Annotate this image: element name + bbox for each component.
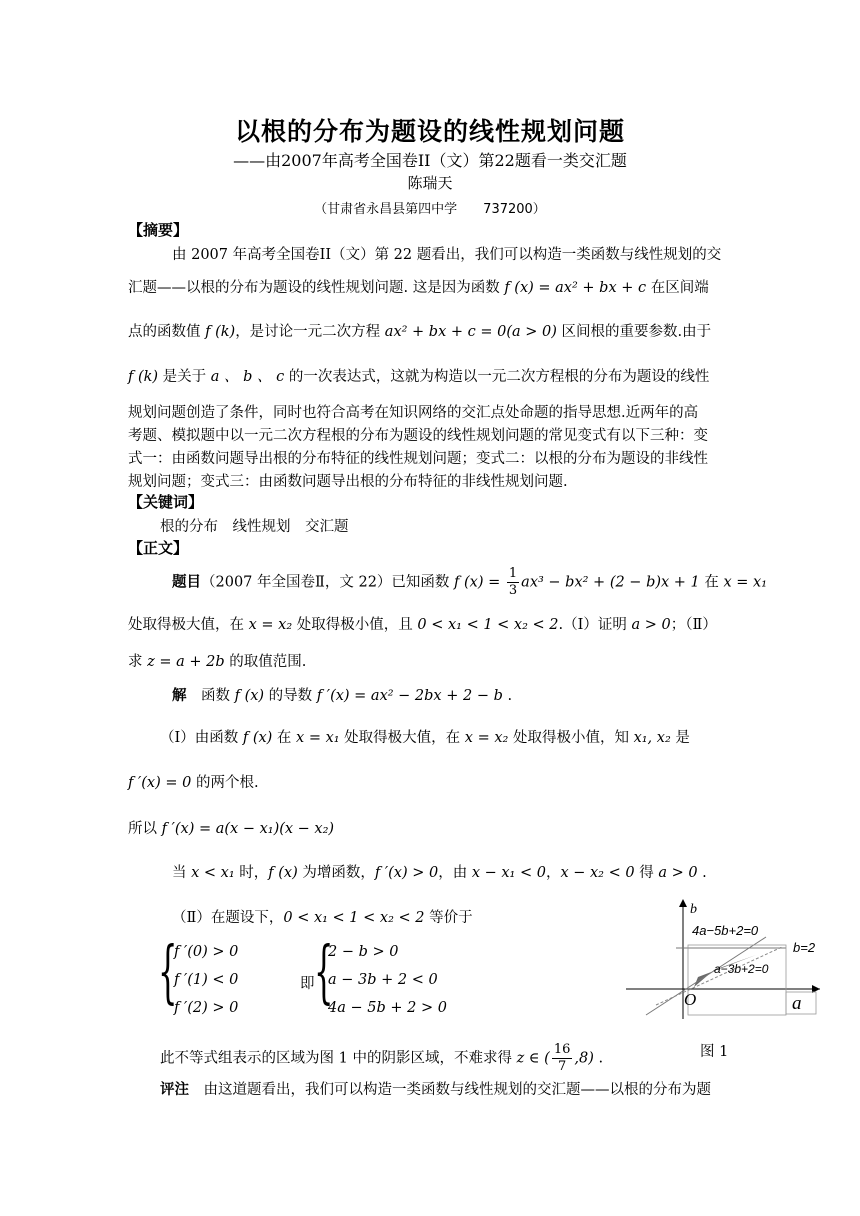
line-a-3b [656,947,782,1005]
solution-label: 解 [172,687,187,704]
math-quadratic-f: f (x) = ax² + bx + c [504,280,647,296]
abstract-line-7: 式一：由函数问题导出根的分布特征的线性规划问题；变式二：以根的分布为题设的非线性 [128,451,708,467]
abstract-line-8: 规划问题；变式三：由函数问题导出根的分布特征的非线性规划问题. [128,474,568,490]
b-axis-arrow [679,899,687,907]
keywords-heading: 【关键词】 [128,493,204,511]
solution-line-3: f ′(x) = 0 的两个根. [128,775,259,791]
keywords: 根的分布 线性规划 交汇题 [160,519,349,535]
abstract-line-4: f (k) 是关于 a 、 b 、 c 的一次表达式，这就为构造以一元二次方程根的分布为题设的线性 [128,369,710,385]
page-title: 以根的分布为题设的线性规划问题 [234,117,625,146]
abstract-line-1: 由 2007 年高考全国卷II（文）第 22 题看出，我们可以构造一类函数与线性规划的交 [172,247,722,263]
sys2-row-2: a − 3b + 2 < 0 [328,972,438,988]
line2-label: b=2 [793,940,816,955]
abstract-line-5: 规划问题创造了条件，同时也符合高考在知识网络的交汇点处命题的指导思想.近两年的高 [128,405,699,421]
subtitle: ——由2007年高考全国卷II（文）第22题看一类交汇题 [233,151,627,170]
problem-line-1: 题目（2007 年全国卷Ⅱ，文 22）已知函数 f (x) = $\frac{1}{3}$ ax³ − bx² + (2 − b)x + 1 在 x = x₁ [172,566,768,598]
abstract-line-6: 考题、模拟题中以一元二次方程根的分布为题设的线性规划问题的常见变式有以下三种：变 [128,428,708,444]
abstract-line-2: 汇题——以根的分布为题设的线性规划问题. 这是因为函数 f (x) = ax² + bx + c 在区间端 [128,280,709,296]
sys1-row-3: f ′(2) > 0 [174,1000,239,1016]
abstract-line-3: 点的函数值 f (k)，是讨论一元二次方程 ax² + bx + c = 0(a > 0) 区间根的重要参数.由于 [128,324,712,340]
sys1-row-1: f ′(0) > 0 [174,944,239,960]
affiliation: （甘肃省永昌县第四中学 737200） [314,202,546,217]
sys2-row-3: 4a − 5b + 2 > 0 [328,1000,447,1016]
solution-line-5: 当 x < x₁ 时，f (x) 为增函数，f ′(x) > 0，由 x − x₁ < 0，x − x₂ < 0 得 a > 0 . [172,865,707,881]
comment-line: 评注 由这道题看出，我们可以构造一类函数与线性规划的交汇题——以根的分布为题 [160,1081,711,1098]
solution-line-4: 所以 f ′(x) = a(x − x₁)(x − x₂) [128,821,335,837]
abstract-heading: 【摘要】 [128,221,189,239]
body-heading: 【正文】 [128,539,189,557]
author: 陈瑞天 [407,174,453,192]
origin-label: O [684,990,697,1009]
solution-line-6: （Ⅱ）在题设下，0 < x₁ < 1 < x₂ < 2 等价于 [172,910,473,926]
problem-label: 题目 [172,573,201,591]
problem-line-2: 处取得极大值，在 x = x₂ 处取得极小值，且 0 < x₁ < 1 < x₂ < 2.（Ⅰ）证明 a > 0；（Ⅱ） [128,617,717,633]
left-brace-1: { [158,933,178,1012]
solution-line-1: 解 函数 f (x) 的导数 f ′(x) = ax² − 2bx + 2 − b . [172,687,513,704]
comment-label: 评注 [160,1081,189,1098]
sys1-row-2: f ′(1) < 0 [174,972,239,988]
figure-1 [626,895,826,1025]
line1-label: 4a−5b+2=0 [692,923,759,938]
equiv-word: 即 [300,976,315,992]
solution-line-7: 此不等式组表示的区域为图 1 中的阴影区域，不难求得 z ∈ ( $\frac{16}{7}$ ,8) . [160,1042,604,1074]
a-axis-label: a [792,993,802,1014]
line-4a-5b [646,937,766,1015]
sys2-row-1: 2 − b > 0 [328,944,399,960]
b-axis-label: b [690,902,697,917]
left-brace-2: { [314,933,334,1012]
line3-label: a−3b+2=0 [714,962,769,976]
solution-line-2: （Ⅰ）由函数 f (x) 在 x = x₁ 处取得极大值，在 x = x₂ 处取得极小值，知 x₁, x₂ 是 [160,730,690,746]
problem-line-3: 求 z = a + 2b 的取值范围. [128,654,307,670]
figure-caption: 图 1 [700,1044,729,1060]
